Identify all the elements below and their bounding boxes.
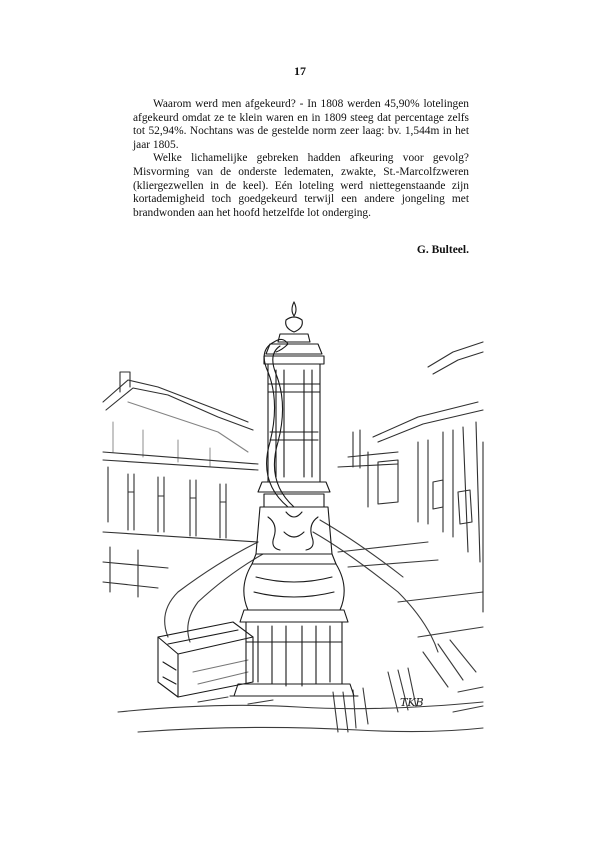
author-signature: G. Bulteel. (416, 244, 469, 256)
foreground (118, 640, 483, 732)
paragraph-2: Welke lichamelijke gebreken hadden afkeuring voor gevolg? Misvorming van de onderste ledematen, zwakte, St.-Marcolfzweren (kliergezwellen in de keel). Eén loteling werd niettegenstaande zijn kortademigheid toch goedgekeurd terwijl een andere jongeling met brandwonden aan het hoofd hetzelfde lot onderging. (133, 152, 469, 219)
street (165, 520, 483, 652)
page-number: 17 (294, 64, 306, 78)
right-houses (338, 342, 483, 612)
body-text (133, 98, 469, 220)
artist-initials: TKB (400, 696, 424, 709)
stone-trough (158, 622, 253, 697)
pump-illustration (98, 292, 488, 752)
left-houses (103, 372, 258, 597)
pump-column (230, 302, 358, 696)
paragraph-1: Waarom werd men afgekeurd? - In 1808 werden 45,90% lotelingen afgekeurd omdat ze te klein waren en in 1809 steeg dat percentage zelfs tot 52,94%. Nochtans was de gestelde norm zeer laag: bv. 1,544m in het jaar 1805. (133, 98, 469, 151)
